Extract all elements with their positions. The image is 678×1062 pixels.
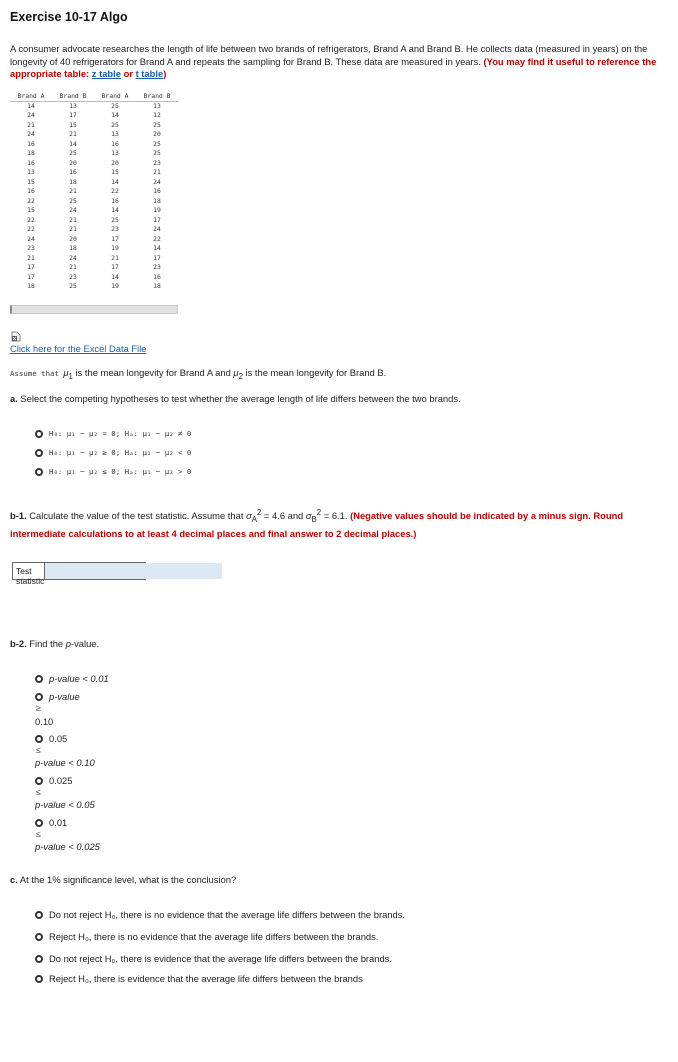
table-cell: 19	[111, 244, 119, 252]
radio-button[interactable]	[35, 468, 43, 476]
table-cell: 25	[153, 120, 161, 129]
table-cell: 24	[27, 111, 35, 119]
table-row	[10, 235, 178, 245]
t-table-link[interactable]: t table	[135, 68, 164, 80]
table-cell: 23	[111, 225, 119, 233]
radio-button[interactable]	[35, 911, 43, 919]
table-row	[10, 263, 178, 273]
hypothesis-option-3[interactable]: H₀: μ₁ − μ₂ ≤ 0; Hₐ: μ₁ − μ₂ > 0	[35, 467, 191, 476]
table-row	[10, 130, 178, 140]
table-cell: 20	[153, 130, 161, 138]
table-cell: 25	[69, 282, 77, 290]
table-cell: 18	[153, 196, 161, 205]
table-cell: 18	[69, 177, 77, 186]
table-cell: 14	[111, 272, 119, 281]
table-row	[10, 149, 178, 159]
table-cell: 20	[69, 158, 77, 167]
table-cell: 14	[27, 101, 35, 110]
table-cell: 13	[27, 168, 35, 176]
table-cell: 16	[69, 168, 77, 176]
table-cell: 18	[27, 149, 35, 157]
z-table-link[interactable]: z table	[91, 68, 121, 80]
table-cell: 14	[69, 139, 77, 148]
part-b2-question: b-2. Find the p-value.	[10, 638, 100, 649]
table-row	[10, 206, 178, 216]
table-cell: 25	[111, 120, 119, 129]
table-header-row	[10, 91, 178, 101]
test-statistic-row	[12, 562, 146, 586]
table-cell: 17	[111, 263, 119, 271]
column-header: Brand A	[94, 91, 136, 101]
table-row	[10, 197, 178, 207]
radio-button[interactable]	[35, 955, 43, 963]
table-cell: 17	[153, 253, 161, 262]
pvalue-bound: 0.10	[35, 716, 54, 727]
table-cell: 14	[153, 244, 161, 252]
table-row	[10, 159, 178, 169]
table-row	[10, 178, 178, 188]
table-cell: 16	[111, 139, 119, 148]
part-a-question: a. Select the competing hypotheses to test whether the average length of life differs between the two brands.	[10, 393, 461, 404]
table-cell: 13	[153, 101, 161, 110]
table-row	[10, 225, 178, 235]
table-cell: 17	[69, 111, 77, 119]
table-cell: 16	[27, 187, 35, 195]
problem-intro	[10, 43, 660, 81]
table-cell: 17	[111, 234, 119, 243]
pvalue-bound: p-value < 0.05	[35, 799, 95, 810]
greater-equal-symbol: ≥	[36, 703, 41, 713]
less-equal-symbol: ≤	[36, 829, 41, 839]
radio-button[interactable]	[35, 975, 43, 983]
table-cell: 21	[69, 225, 77, 233]
table-row	[10, 254, 178, 264]
table-cell: 25	[111, 215, 119, 224]
table-row	[10, 216, 178, 226]
conclusion-option-2[interactable]: Reject H₀, there is no evidence that the average life differs between the brands.	[35, 931, 378, 942]
table-row	[10, 244, 178, 254]
table-cell: 15	[27, 206, 35, 214]
radio-button[interactable]	[35, 675, 43, 683]
column-header: Brand B	[136, 91, 178, 101]
radio-button[interactable]	[35, 777, 43, 785]
table-scrollbar[interactable]	[10, 305, 178, 314]
table-cell: 25	[153, 139, 161, 148]
table-cell: 23	[27, 244, 35, 252]
table-cell: 21	[69, 130, 77, 138]
less-equal-symbol: ≤	[36, 745, 41, 755]
intro-text: A consumer advocate researches the length of life between two brands of refrigerators, Brand A and Brand B. He collects data (measured in years) on the longevity of 40 refrigerators for Brand A and repeats the sampling for Brand B. These data are measured in years.	[10, 43, 648, 67]
pvalue-option-5[interactable]: 0.01	[35, 817, 67, 828]
table-cell: 21	[69, 215, 77, 224]
table-cell: 17	[27, 272, 35, 281]
part-b1-question: b-1. Calculate the value of the test statistic. Assume that $\sigma_A^2 = 4.6$ and $\sigma_B^2 = 6.1$. (Negative values should be indicated by a minus sign. Round intermediate calculations to at least 4 decimal places and final answer to 2 decimal places.)	[10, 508, 624, 539]
test-statistic-input[interactable]	[45, 563, 222, 579]
conclusion-option-1[interactable]: Do not reject H₀, there is no evidence that the average life differs between the brands.	[35, 909, 405, 920]
table-cell: 23	[153, 263, 161, 271]
table-cell: 17	[27, 263, 35, 271]
table-cell: 24	[27, 130, 35, 138]
test-statistic-label: Test statistic	[13, 563, 45, 579]
table-cell: 21	[153, 168, 161, 176]
table-cell: 24	[153, 177, 161, 186]
table-cell: 12	[153, 111, 161, 119]
table-row	[10, 121, 178, 131]
hypothesis-option-1[interactable]: H₀: μ₁ − μ₂ = 0; Hₐ: μ₁ − μ₂ ≠ 0	[35, 429, 191, 438]
table-cell: 16	[111, 196, 119, 205]
radio-button[interactable]	[35, 933, 43, 941]
radio-button[interactable]	[35, 819, 43, 827]
table-row	[10, 187, 178, 197]
table-cell: 21	[69, 187, 77, 195]
conclusion-option-4[interactable]: Reject H₀, there is evidence that the average life differs between the brands	[35, 973, 363, 984]
table-cell: 18	[27, 282, 35, 290]
table-cell: 24	[153, 225, 161, 233]
radio-button[interactable]	[35, 693, 43, 701]
table-cell: 16	[27, 139, 35, 148]
table-cell: 14	[111, 206, 119, 214]
table-hint: (You may find it useful to reference the appropriate table: z table or t table)	[10, 55, 657, 80]
table-cell: 15	[69, 120, 77, 129]
radio-button[interactable]	[35, 735, 43, 743]
table-cell: 19	[111, 282, 119, 290]
table-cell: 21	[27, 253, 35, 262]
table-body	[10, 101, 178, 292]
table-cell: 22	[27, 196, 35, 205]
table-cell: 18	[153, 282, 161, 290]
table-cell: 25	[111, 101, 119, 110]
table-cell: 20	[69, 234, 77, 243]
table-row	[10, 111, 178, 121]
pvalue-option-1[interactable]: p-value < 0.01	[35, 673, 109, 684]
table-cell: 13	[111, 149, 119, 157]
pvalue-bound: p-value < 0.025	[35, 841, 100, 852]
table-row	[10, 273, 178, 283]
table-cell: 15	[27, 177, 35, 186]
table-row	[10, 101, 178, 111]
radio-button[interactable]	[35, 449, 43, 457]
pvalue-option-3[interactable]: 0.05	[35, 733, 67, 744]
excel-data-file-link[interactable]: Click here for the Excel Data File	[10, 343, 147, 354]
table-cell: 25	[69, 149, 77, 157]
table-cell: 20	[111, 158, 119, 167]
table-cell: 14	[111, 177, 119, 186]
table-cell: 21	[27, 120, 35, 129]
less-equal-symbol: ≤	[36, 787, 41, 797]
table-cell: 22	[153, 234, 161, 243]
table-cell: 22	[27, 225, 35, 233]
table-cell: 23	[153, 158, 161, 167]
table-cell: 13	[111, 130, 119, 138]
data-table	[10, 91, 178, 292]
table-row	[10, 140, 178, 150]
table-row	[10, 168, 178, 178]
table-cell: 17	[153, 215, 161, 224]
table-cell: 16	[153, 272, 161, 281]
table-cell: 22	[27, 215, 35, 224]
pvalue-option-2[interactable]: p-value	[35, 691, 80, 702]
table-cell: 13	[69, 101, 77, 110]
table-cell: 25	[153, 149, 161, 157]
exercise-title: Exercise 10-17 Algo	[10, 10, 128, 24]
column-header: Brand B	[52, 91, 94, 101]
table-cell: 24	[27, 234, 35, 243]
table-cell: 25	[69, 196, 77, 205]
pvalue-bound: p-value < 0.10	[35, 757, 95, 768]
table-cell: 16	[27, 158, 35, 167]
radio-button[interactable]	[35, 430, 43, 438]
table-cell: 15	[111, 168, 119, 176]
table-cell: 23	[69, 272, 77, 281]
table-cell: 22	[111, 187, 119, 195]
part-c-question: c. At the 1% significance level, what is the conclusion?	[10, 874, 237, 885]
table-cell: 24	[69, 253, 77, 262]
table-cell: 18	[69, 244, 77, 252]
column-header: Brand A	[10, 91, 52, 101]
conclusion-option-3[interactable]: Do not reject H₀, there is evidence that the average life differs between the brands.	[35, 953, 392, 964]
table-cell: 21	[111, 253, 119, 262]
excel-file-icon	[11, 331, 21, 342]
pvalue-option-4[interactable]: 0.025	[35, 775, 72, 786]
table-row	[10, 282, 178, 292]
table-cell: 19	[153, 206, 161, 214]
table-cell: 14	[111, 111, 119, 119]
table-cell: 24	[69, 206, 77, 214]
table-cell: 21	[69, 263, 77, 271]
assumption-statement: Assume that $\mu_1$ is the mean longevity for Brand A and $\mu_2$ is the mean longevity for Brand B.	[10, 367, 387, 381]
table-cell: 16	[153, 187, 161, 195]
hypothesis-option-2[interactable]: H₀: μ₁ − μ₂ ≥ 0; Hₐ: μ₁ − μ₂ < 0	[35, 448, 191, 457]
